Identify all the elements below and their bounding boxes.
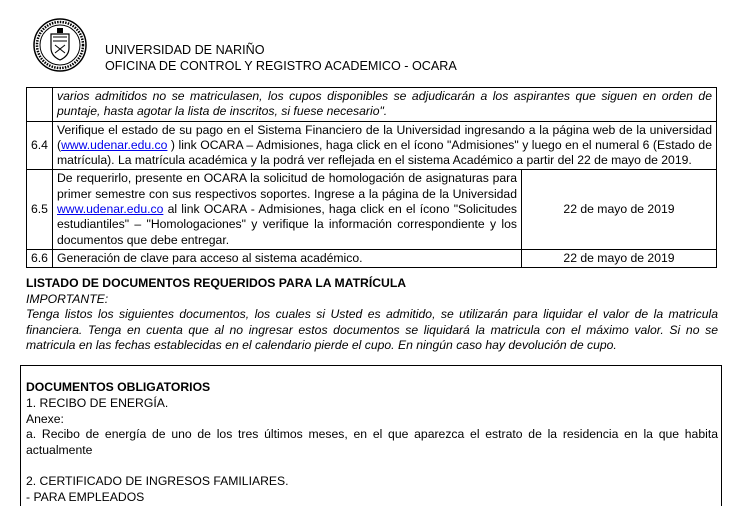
section-title: LISTADO DE DOCUMENTOS REQUERIDOS PARA LA MATRÍCULA	[26, 276, 407, 290]
documents-section	[26, 276, 718, 354]
docs-title: DOCUMENTOS OBLIGATORIOS	[26, 380, 211, 394]
important-text: Tenga listos los siguientes documentos, los cuales si Usted es admitido, se utilizarán para liquidar el valor de la matricula financiera. Tenga en cuenta que al no ingresar estos documentos se liquidará la matricula con el máximo valor. Si no se matricula en las fechas establecidas en el calendario pierde el cupo. En ningún caso hay devolución de cupo.	[26, 307, 718, 353]
list-item: - PARA EMPLEADOS	[26, 489, 145, 504]
university-seal-logo	[33, 18, 87, 72]
step-description: Verifique el estado de su pago en el Sistema Financiero de la Universidad ingresando a la página web de la universidad (www.udenar.edu.co ) link OCARA – Admisiones, haga click en el ícono "Admisiones" y luego en el numeral 6 (Estado de matrícula). La matrícula académica y la podrá ver reflejada en el sistema Académico a partir del 22 de mayo de 2019.	[53, 121, 717, 170]
important-label: IMPORTANTE:	[26, 291, 109, 306]
step-description: De requerirlo, presente en OCARA la solicitud de homologación de asignaturas para primer semestre con sus respectivos soportes. Ingrese a la página de la Universidad www.udenar.edu.co al link OCARA - Admisiones, haga click en el ícono "Solicitudes estudiantiles" – "Homologaciones" y verifique la información correspondiente y los documentos que debe entregar.	[53, 170, 522, 249]
enrollment-steps-table	[26, 87, 717, 268]
step-continuation-text: varios admitidos no se matriculasen, los cupos disponibles se adjudicarán a los aspirantes que siguen en orden de puntaje, hasta agotar la lista de inscritos, si fuese necesario".	[53, 88, 717, 122]
annex-label: Anexe:	[26, 411, 64, 426]
table-row	[27, 121, 717, 170]
document-header	[105, 42, 457, 74]
list-item: 1. RECIBO DE ENERGÍA.	[26, 395, 169, 410]
udenar-link[interactable]: www.udenar.edu.co	[61, 137, 168, 152]
table-row	[27, 88, 717, 122]
udenar-link[interactable]: www.udenar.edu.co	[57, 202, 164, 217]
required-documents-list	[26, 380, 718, 506]
step-number: 6.4	[27, 121, 53, 170]
step-date: 22 de mayo de 2019	[522, 249, 717, 267]
office-name: OFICINA DE CONTROL Y REGISTRO ACADEMICO - OCARA	[105, 59, 457, 73]
list-item: a. Recibo de energía de uno de los tres últimos meses, en el que aparezca el estrato de la residencia en la que habita actualmente	[26, 427, 718, 458]
step-description: Generación de clave para acceso al sistema académico.	[53, 249, 522, 267]
university-name: UNIVERSIDAD DE NARIÑO	[105, 43, 265, 57]
table-row	[27, 249, 717, 267]
step-number: 6.6	[27, 249, 53, 267]
list-item: 2. CERTIFICADO DE INGRESOS FAMILIARES.	[26, 473, 289, 488]
step-date: 22 de mayo de 2019	[522, 170, 717, 249]
step-number: 6.5	[27, 170, 53, 249]
table-row	[27, 170, 717, 249]
